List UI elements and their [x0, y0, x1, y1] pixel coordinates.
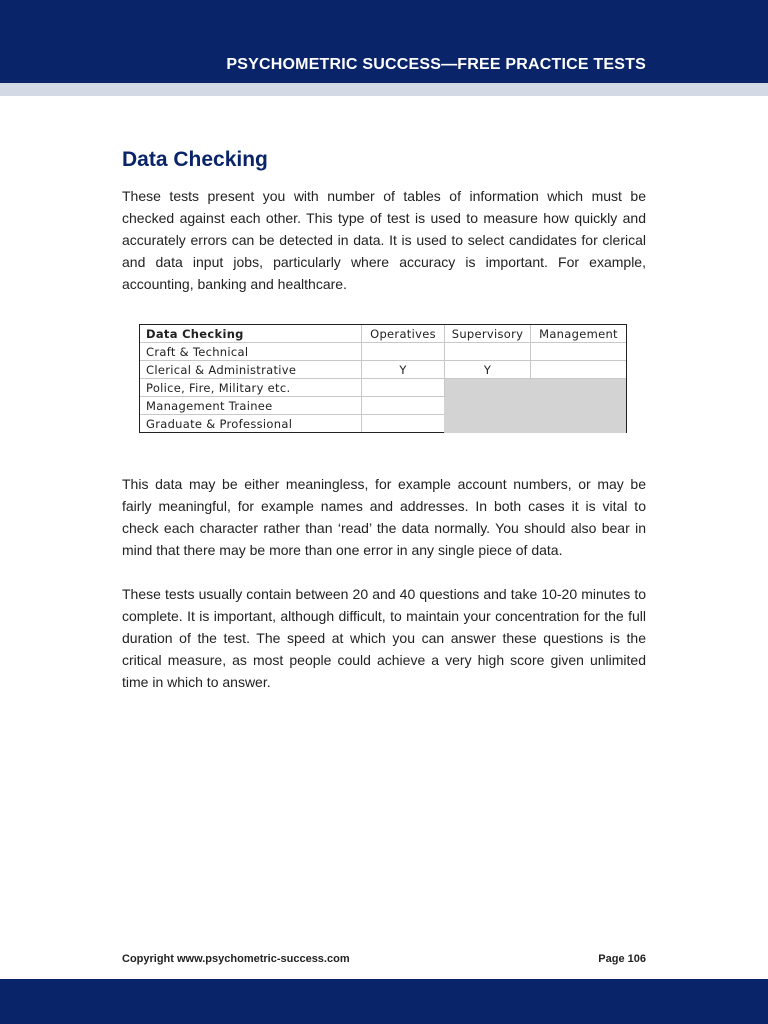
table-cell [531, 361, 627, 379]
table-cell [362, 415, 445, 433]
table-header-cell: Data Checking [140, 325, 362, 343]
table-row [140, 343, 626, 361]
table-row-label: Police, Fire, Military etc. [140, 379, 362, 397]
page-title: Data Checking [122, 148, 268, 171]
table-header-cell: Operatives [362, 325, 445, 343]
table-cell [362, 379, 445, 397]
table-row [140, 379, 626, 397]
footer-copyright: Copyright www.psychometric-success.com [122, 953, 350, 965]
body-paragraph: These tests usually contain between 20 and 40 questions and take 10-20 minutes to complete. It is important, although difficult, to maintain your concentration for the full duration of the test. The speed at which you can answer these questions is the critical measure, as most people could achieve a very high score given unlimited time in which to answer. [122, 586, 646, 690]
table-header-row [140, 325, 626, 343]
page-number: Page 106 [598, 953, 646, 965]
table-row [140, 361, 626, 379]
intro-paragraph: These tests present you with number of tables of information which must be checked against each other. This type of test is used to measure how quickly and accurately errors can be detected in data. It is used to select candidates for clerical and data input jobs, particularly where accuracy is important. For example, accounting, banking and healthcare. [122, 188, 646, 292]
table-row-label: Clerical & Administrative [140, 361, 362, 379]
table-header-cell: Supervisory [445, 325, 531, 343]
header-stripe [0, 83, 768, 96]
table-row-label: Management Trainee [140, 397, 362, 415]
footer-bar [0, 979, 768, 1024]
table-cell [445, 343, 531, 361]
table-row-label: Graduate & Professional [140, 415, 362, 433]
data-checking-table [139, 324, 627, 433]
body-paragraph: This data may be either meaningless, for example account numbers, or may be fairly meaningful, for example names and addresses. In both cases it is vital to check each character rather than ‘read’ the data normally. You should also bear in mind that there may be more than one error in any single piece of data. [122, 476, 646, 558]
table-cell [362, 397, 445, 415]
table-cell: Y [445, 361, 531, 379]
table-cell [531, 343, 627, 361]
table-row-label: Craft & Technical [140, 343, 362, 361]
shaded-area [445, 379, 627, 433]
table-cell: Y [362, 361, 445, 379]
table-cell [362, 343, 445, 361]
header-title: PSYCHOMETRIC SUCCESS—FREE PRACTICE TESTS [226, 56, 646, 73]
table-header-cell: Management [531, 325, 627, 343]
